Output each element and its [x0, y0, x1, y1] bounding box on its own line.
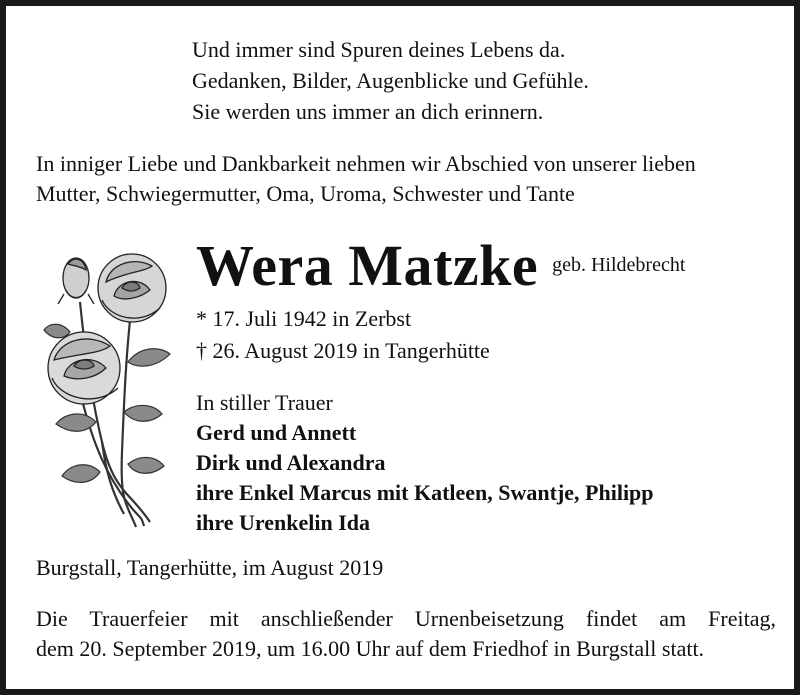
mourners [196, 388, 654, 538]
mourner-name: ihre Enkel Marcus mit Katleen, Swantje, Philipp [196, 480, 654, 505]
poem-line: Und immer sind Spuren deines Lebens da. [192, 37, 566, 62]
mourners-heading: In stiller Trauer [196, 390, 333, 415]
birth-name: geb. Hildebrecht [552, 254, 686, 276]
mourner-name: Gerd und Annett [196, 420, 357, 445]
mourner-name: Dirk und Alexandra [196, 450, 386, 475]
poem [192, 34, 589, 127]
funeral-line: Die Trauerfeier mit anschließender Urnenbeisetzung findet am Freitag, [36, 606, 776, 631]
deceased-name: Wera Matzke [196, 233, 539, 298]
funeral-notice [36, 604, 776, 664]
birth-date: * 17. Juli 1942 in Zerbst [196, 306, 412, 331]
poem-line: Sie werden uns immer an dich erinnern. [192, 99, 544, 124]
intro-text [36, 149, 776, 209]
funeral-line: dem 20. September 2019, um 16.00 Uhr auf dem Friedhof in Burgstall statt. [36, 636, 705, 661]
deceased-name-row [196, 234, 685, 298]
intro-line: In inniger Liebe und Dankbarkeit nehmen wir Abschied von unserer lieben [36, 151, 696, 176]
life-dates [196, 303, 490, 367]
intro-line: Mutter, Schwiegermutter, Oma, Uroma, Schwester und Tante [36, 181, 575, 206]
poem-line: Gedanken, Bilder, Augenblicke und Gefühle. [192, 68, 589, 93]
mourner-name: ihre Urenkelin Ida [196, 510, 370, 535]
death-date: † 26. August 2019 in Tangerhütte [196, 338, 490, 363]
place-date: Burgstall, Tangerhütte, im August 2019 [36, 555, 384, 580]
rose-bouquet-icon [40, 242, 180, 532]
